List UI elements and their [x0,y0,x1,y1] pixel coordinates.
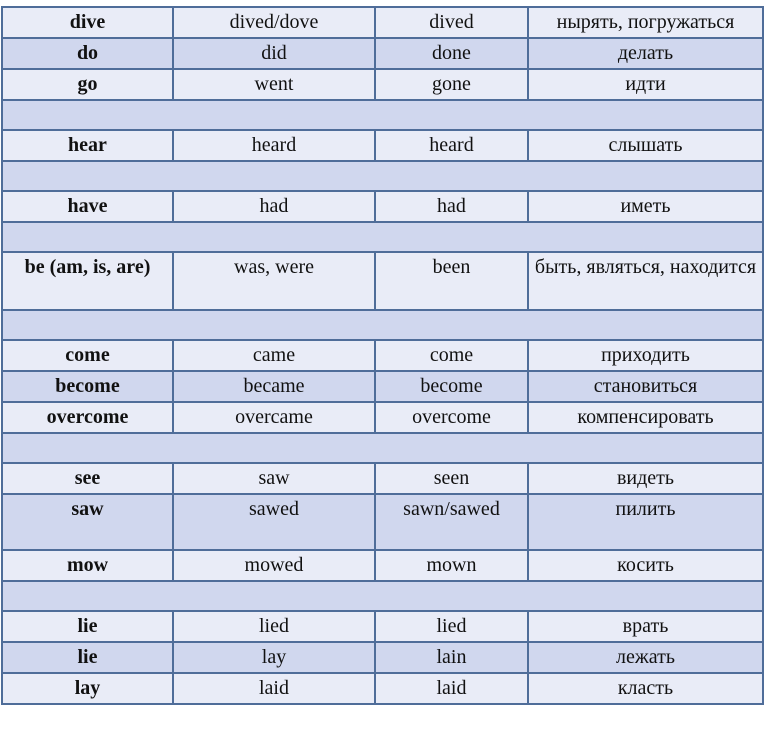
past-simple-cell: sawed [173,494,375,550]
translation-cell: быть, являться, находится [528,252,763,310]
separator-cell [2,581,763,611]
base-form-cell: become [2,371,173,402]
past-participle-cell: sawn/sawed [375,494,528,550]
past-simple-cell: did [173,38,375,69]
group-separator-row [2,433,763,463]
translation-cell: косить [528,550,763,581]
verb-row [2,7,763,38]
past-participle-cell: come [375,340,528,371]
translation-cell: лежать [528,642,763,673]
separator-cell [2,161,763,191]
past-simple-cell: mowed [173,550,375,581]
past-simple-cell: overcame [173,402,375,433]
translation-cell: становиться [528,371,763,402]
past-participle-cell: heard [375,130,528,161]
verb-row [2,38,763,69]
verb-row [2,130,763,161]
group-separator-row [2,161,763,191]
base-form-cell: hear [2,130,173,161]
base-form-cell: be (am, is, are) [2,252,173,310]
past-simple-cell: went [173,69,375,100]
verb-row [2,69,763,100]
past-participle-cell: dived [375,7,528,38]
verb-row [2,611,763,642]
past-participle-cell: laid [375,673,528,704]
translation-cell: иметь [528,191,763,222]
verb-row [2,494,763,550]
past-participle-cell: seen [375,463,528,494]
translation-cell: пилить [528,494,763,550]
past-simple-cell: lay [173,642,375,673]
past-participle-cell: done [375,38,528,69]
past-participle-cell: lain [375,642,528,673]
base-form-cell: do [2,38,173,69]
base-form-cell: lie [2,611,173,642]
verb-row [2,673,763,704]
past-simple-cell: lied [173,611,375,642]
verb-row [2,463,763,494]
past-participle-cell: gone [375,69,528,100]
past-participle-cell: become [375,371,528,402]
verb-row [2,642,763,673]
base-form-cell: see [2,463,173,494]
group-separator-row [2,581,763,611]
group-separator-row [2,100,763,130]
base-form-cell: lie [2,642,173,673]
past-simple-cell: heard [173,130,375,161]
past-simple-cell: became [173,371,375,402]
past-participle-cell: mown [375,550,528,581]
past-participle-cell: overcome [375,402,528,433]
translation-cell: видеть [528,463,763,494]
verb-row [2,402,763,433]
past-participle-cell: been [375,252,528,310]
translation-cell: класть [528,673,763,704]
separator-cell [2,222,763,252]
base-form-cell: have [2,191,173,222]
translation-cell: приходить [528,340,763,371]
separator-cell [2,433,763,463]
verb-table-body [2,7,763,704]
group-separator-row [2,222,763,252]
past-simple-cell: laid [173,673,375,704]
translation-cell: компенсировать [528,402,763,433]
verb-row [2,550,763,581]
translation-cell: врать [528,611,763,642]
separator-cell [2,100,763,130]
verb-row [2,371,763,402]
irregular-verbs-table [1,6,764,705]
base-form-cell: come [2,340,173,371]
translation-cell: нырять, погружаться [528,7,763,38]
past-participle-cell: had [375,191,528,222]
base-form-cell: dive [2,7,173,38]
verb-row [2,191,763,222]
past-simple-cell: was, were [173,252,375,310]
base-form-cell: mow [2,550,173,581]
base-form-cell: saw [2,494,173,550]
past-simple-cell: had [173,191,375,222]
verb-row [2,340,763,371]
translation-cell: идти [528,69,763,100]
base-form-cell: overcome [2,402,173,433]
base-form-cell: lay [2,673,173,704]
past-simple-cell: dived/dove [173,7,375,38]
past-simple-cell: saw [173,463,375,494]
group-separator-row [2,310,763,340]
base-form-cell: go [2,69,173,100]
past-participle-cell: lied [375,611,528,642]
separator-cell [2,310,763,340]
past-simple-cell: came [173,340,375,371]
verb-row [2,252,763,310]
translation-cell: делать [528,38,763,69]
translation-cell: слышать [528,130,763,161]
